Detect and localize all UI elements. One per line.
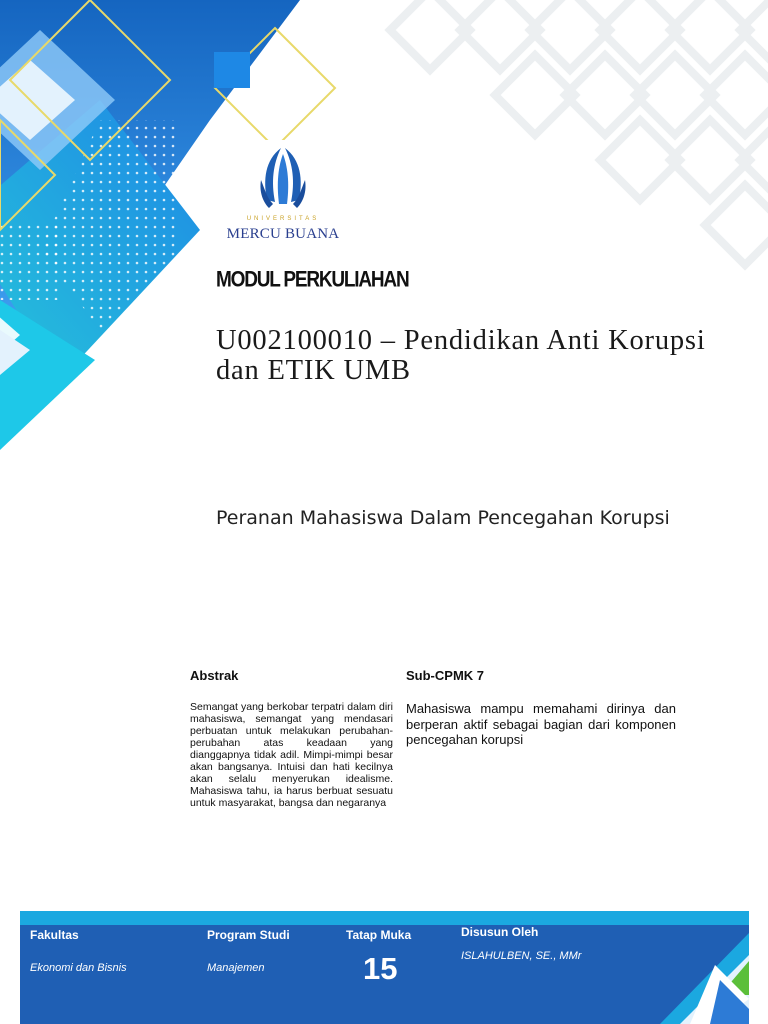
meeting-number: 15 [363, 951, 398, 986]
module-label: MODUL PERKULIAHAN [216, 268, 409, 293]
faculty-value: Ekonomi dan Bisnis [30, 962, 127, 974]
subcpmk-text: Mahasiswa mampu memahami dirinya dan berperan aktif sebagai bagian dari komponen pencegahan korupsi [406, 701, 676, 747]
logo-name: MERCU BUANA [226, 226, 340, 242]
footer-info-band [20, 925, 749, 1024]
footer-accent-bar [20, 911, 749, 925]
abstract-text: Semangat yang berkobar terpatri dalam diri mahasiswa, semangat yang mendasari perbuatan untuk melakukan perubahan-perubahan atas keadaan yang dianggapnya tidak adil. Mimpi-mimpi besar akan bangsanya. Intuisi dan hati kecilnya akan selalu menyerukan idealisme. Mahasiswa tahu, ia harus berbuat sesuatu untuk masyarakat, bangsa dan negaranya [190, 701, 393, 809]
logo-emblem-icon [215, 140, 351, 220]
author-value: ISLAHULBEN, SE., MMr [461, 950, 582, 962]
course-title: U002100010 – Pendidikan Anti Korupsi dan ETIK UMB [216, 325, 706, 386]
study-program-value: Manajemen [207, 962, 265, 974]
abstract-heading: Abstrak [190, 668, 239, 683]
university-logo [215, 140, 351, 250]
faculty-label: Fakultas [30, 928, 79, 942]
meeting-label: Tatap Muka [346, 928, 412, 942]
subcpmk-heading: Sub-CPMK 7 [406, 668, 484, 683]
logo-university-label: UNIVERSITAS [246, 216, 320, 222]
topic-title: Peranan Mahasiswa Dalam Pencegahan Korupsi [216, 507, 670, 529]
author-label: Disusun Oleh [461, 925, 539, 939]
study-program-label: Program Studi [207, 928, 290, 942]
